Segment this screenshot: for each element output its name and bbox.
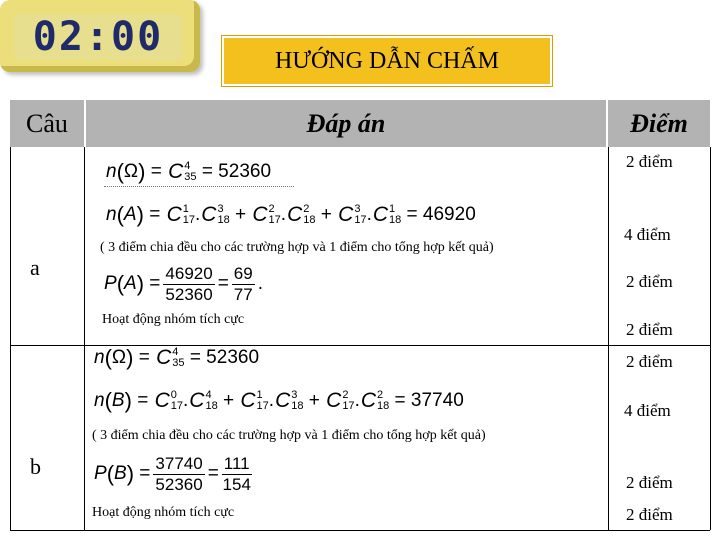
formula-n-omega-b: n ( Ω ) = C 4 35 = 52360 <box>94 345 260 370</box>
table-divider-2 <box>608 147 609 530</box>
question-label-a: a <box>30 255 40 280</box>
activity-note-b: Hoạt động nhóm tích cực <box>92 505 235 520</box>
scoring-note-b: ( 3 điểm chia đều cho các trường hợp và 1 điểm cho tổng hợp kết quả) <box>92 428 486 443</box>
formula-p-b: P ( B ) = $\frac{37740}{52360}$ = $\frac{111}{154}$ <box>94 453 251 494</box>
formula-n-a: n ( A ) = C 1 17 . C 3 18 + C 2 17 . C 2 18 + C 3 17 . C 1 18 = 46920 <box>106 202 476 227</box>
column-header-cau: Câu <box>10 100 84 147</box>
score-b-2: 4 điểm <box>624 401 671 420</box>
formula-p-a: P ( A ) = $\frac{46920}{52360}$ = $\frac{69}{77}$ . <box>104 263 263 304</box>
formula-n-b: n ( B ) = C 0 17 . C 4 18 + C 1 17 . C 3 18 + C 2 17 . C 2 18 = 37740 <box>94 388 464 413</box>
score-a-1: 2 điểm <box>626 152 673 171</box>
activity-note-a: Hoạt động nhóm tích cực <box>102 312 245 327</box>
score-b-1: 2 điểm <box>626 352 673 371</box>
timer-screen <box>14 14 182 60</box>
table-border-right <box>710 147 711 530</box>
countdown-timer <box>0 0 200 72</box>
column-header-dap-an: Đáp án <box>86 100 606 147</box>
score-a-4: 2 điểm <box>626 320 673 339</box>
table-divider-1 <box>84 147 85 530</box>
underline <box>104 186 294 187</box>
column-header-diem: Điểm <box>608 100 710 147</box>
formula-n-omega-a: n ( Ω ) = C 4 35 = 52360 <box>106 159 272 184</box>
page-title: HƯỚNG DẪN CHẤM <box>222 36 552 86</box>
scoring-note-a: ( 3 điểm chia đều cho các trường hợp và 1 điểm cho tổng hợp kết quả) <box>100 240 494 255</box>
score-a-3: 2 điểm <box>626 272 673 291</box>
table-border-left <box>10 147 11 530</box>
timer-display: 02:00 <box>32 14 164 60</box>
score-b-4: 2 điểm <box>626 505 673 524</box>
score-a-2: 4 điểm <box>624 225 671 244</box>
table-border-bottom <box>10 530 710 531</box>
question-label-b: b <box>30 454 41 479</box>
score-b-3: 2 điểm <box>626 473 673 492</box>
